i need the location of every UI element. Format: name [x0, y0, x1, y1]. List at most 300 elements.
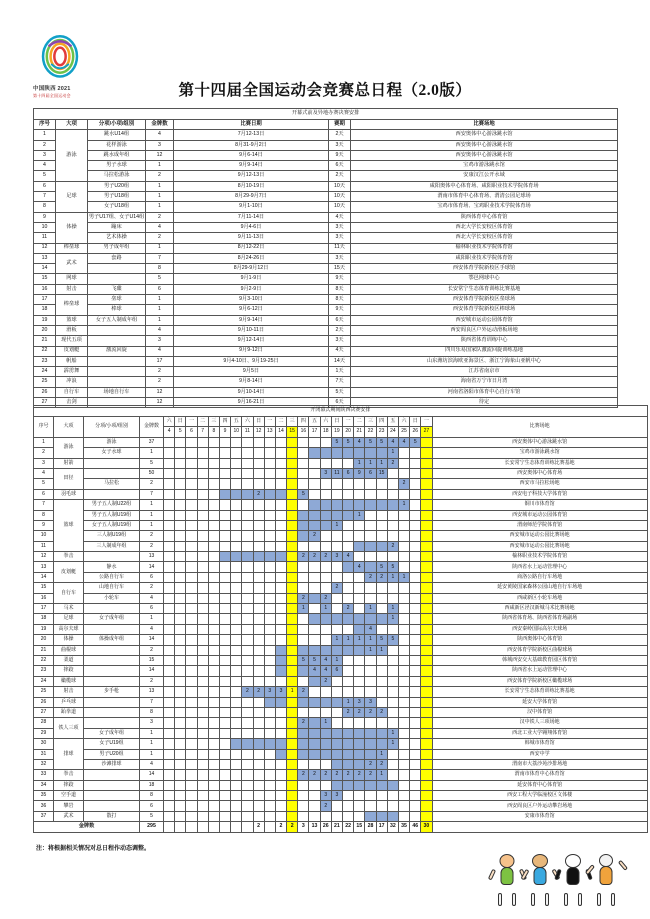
- competition-date: 9月10-11日: [174, 325, 329, 335]
- weekday-25: 六: [398, 417, 409, 427]
- table2-header-3: 金牌数: [140, 417, 164, 438]
- schedule-cell-24-15: [287, 676, 298, 686]
- venue-name: 陕西奥体中心体育馆: [432, 635, 647, 645]
- schedule-cell-27-10: [231, 707, 242, 717]
- schedule-cell-2-23: [376, 448, 387, 458]
- schedule-cell-28-23: [376, 718, 387, 728]
- schedule-cell-3-20: [343, 458, 354, 468]
- schedule-cell-32-11: [242, 759, 253, 769]
- schedule-cell-24-11: [242, 676, 253, 686]
- row-index: 2: [34, 448, 54, 458]
- medal-count: 3: [140, 718, 164, 728]
- schedule-cell-25-17: [309, 687, 320, 697]
- sub-event-name: [84, 655, 140, 665]
- schedule-cell-4-17: [309, 468, 320, 478]
- schedule-cell-3-4: [164, 458, 175, 468]
- schedule-cell-36-12: [253, 801, 264, 811]
- sub-event-name: [84, 697, 140, 707]
- venue-name: 宝鸡市体育场、宝鸡职业技术学院体育场: [351, 202, 618, 212]
- sub-event-name: 三人制成年组: [84, 541, 140, 551]
- row-index: 9: [34, 212, 56, 222]
- schedule-cell-36-5: [175, 801, 186, 811]
- medal-count: 37: [140, 437, 164, 447]
- schedule-cell-34-26: [410, 780, 421, 790]
- medal-count: 4: [146, 130, 174, 140]
- competition-date: 9月4-6日: [174, 222, 329, 232]
- schedule-cell-30-17: [309, 739, 320, 749]
- schedule-cell-33-4: [164, 770, 175, 780]
- schedule-cell-35-7: [197, 791, 208, 801]
- table2-header-venue: 比赛场地: [432, 417, 647, 438]
- schedule-cell-7-18: [320, 500, 331, 510]
- sub-event-name: [84, 624, 140, 634]
- schedule-cell-19-18: [320, 624, 331, 634]
- schedule-cell-6-21: [354, 489, 365, 499]
- schedule-cell-19-6: [186, 624, 197, 634]
- schedule-cell-1-18: [320, 437, 331, 447]
- schedule-cell-35-15: [287, 791, 298, 801]
- schedule-cell-4-23: 15: [376, 468, 387, 478]
- schedule-cell-28-6: [186, 718, 197, 728]
- venue-name: 汉中体育馆: [432, 707, 647, 717]
- sub-event-name: 女子U19组: [84, 739, 140, 749]
- schedule-cell-2-10: [231, 448, 242, 458]
- schedule-cell-16-23: [376, 593, 387, 603]
- schedule-cell-22-20: [343, 655, 354, 665]
- venue-name: 西咸新区小轮车场地: [432, 593, 647, 603]
- schedule-cell-13-24: 5: [387, 562, 398, 572]
- schedule-cell-20-18: [320, 635, 331, 645]
- schedule-cell-8-6: [186, 510, 197, 520]
- venue-name: 西安城市运动公园体育馆: [351, 315, 618, 325]
- medal-count: 2: [140, 479, 164, 489]
- schedule-cell-35-22: [365, 791, 376, 801]
- daily-total-7: [197, 822, 208, 832]
- schedule-cell-9-19: 1: [331, 520, 342, 530]
- schedule-cell-33-14: [275, 770, 286, 780]
- schedule-cell-32-7: [197, 759, 208, 769]
- schedule-cell-7-23: [376, 500, 387, 510]
- sub-event-name: 山地自行车: [84, 583, 140, 593]
- schedule-cell-18-17: [309, 614, 320, 624]
- schedule-cell-5-6: [186, 479, 197, 489]
- total-medal-count: 295: [140, 822, 164, 832]
- schedule-cell-18-10: [231, 614, 242, 624]
- schedule-cell-11-13: [264, 541, 275, 551]
- sport-name: 滑板: [56, 325, 88, 335]
- schedule-cell-13-18: [320, 562, 331, 572]
- schedule-cell-23-4: [164, 666, 175, 676]
- daily-total-21: 15: [354, 822, 365, 832]
- schedule-cell-19-10: [231, 624, 242, 634]
- schedule-cell-7-26: [410, 500, 421, 510]
- schedule-cell-20-19: 1: [331, 635, 342, 645]
- table-row: [34, 325, 618, 335]
- schedule-cell-15-7: [197, 583, 208, 593]
- schedule-cell-10-4: [164, 531, 175, 541]
- table-row: [34, 233, 618, 243]
- schedule-cell-33-13: [264, 770, 275, 780]
- table-row: [34, 593, 648, 603]
- schedule-cell-22-10: [231, 655, 242, 665]
- schedule-cell-31-13: [264, 749, 275, 759]
- schedule-cell-26-20: 1: [343, 697, 354, 707]
- row-index: 25: [34, 377, 56, 387]
- row-index: 7: [34, 192, 56, 202]
- schedule-cell-2-6: [186, 448, 197, 458]
- table-row: [34, 458, 648, 468]
- sub-event-name: [84, 666, 140, 676]
- schedule-cell-16-20: [343, 593, 354, 603]
- schedule-cell-4-21: 9: [354, 468, 365, 478]
- date-19: 19: [331, 427, 342, 437]
- medal-count: 7: [140, 697, 164, 707]
- schedule-cell-7-11: [242, 500, 253, 510]
- sub-event-name: 公路自行车: [84, 572, 140, 582]
- schedule-cell-3-19: [331, 458, 342, 468]
- emblem-icon: [41, 35, 79, 79]
- venue-name: 延安大学体育馆: [432, 697, 647, 707]
- schedule-cell-15-16: [298, 583, 309, 593]
- daily-total-13: [264, 822, 275, 832]
- schedule-cell-16-17: [309, 593, 320, 603]
- schedule-cell-36-25: [398, 801, 409, 811]
- schedule-cell-5-4: [164, 479, 175, 489]
- schedule-cell-24-21: [354, 676, 365, 686]
- schedule-cell-36-20: [343, 801, 354, 811]
- schedule-cell-25-9: [219, 687, 230, 697]
- schedule-cell-1-8: [208, 437, 219, 447]
- schedule-cell-33-6: [186, 770, 197, 780]
- schedule-cell-28-15: [287, 718, 298, 728]
- schedule-cell-6-13: [264, 489, 275, 499]
- daily-total-6: [186, 822, 197, 832]
- medal-count: 7: [146, 253, 174, 263]
- medal-count: 2: [140, 583, 164, 593]
- weekday-23: 四: [376, 417, 387, 427]
- date-11: 11: [242, 427, 253, 437]
- row-index: 36: [34, 801, 54, 811]
- schedule-cell-37-16: [298, 811, 309, 821]
- schedule-cell-30-24: 1: [387, 739, 398, 749]
- schedule-cell-35-19: 3: [331, 791, 342, 801]
- sub-event-name: 套路: [88, 253, 146, 263]
- schedule-cell-11-4: [164, 541, 175, 551]
- duration-days: 10天: [329, 181, 351, 191]
- schedule-cell-15-19: 2: [331, 583, 342, 593]
- venue-name: 宝鸡市游泳跳水馆: [432, 448, 647, 458]
- schedule-cell-35-23: [376, 791, 387, 801]
- schedule-cell-13-26: [410, 562, 421, 572]
- schedule-cell-23-13: [264, 666, 275, 676]
- schedule-cell-16-26: [410, 593, 421, 603]
- competition-date: 9月6-14日: [174, 150, 329, 160]
- schedule-cell-19-23: [376, 624, 387, 634]
- schedule-cell-10-18: [320, 531, 331, 541]
- schedule-cell-3-12: [253, 458, 264, 468]
- schedule-cell-1-6: [186, 437, 197, 447]
- schedule-cell-35-24: [387, 791, 398, 801]
- schedule-cell-37-5: [175, 811, 186, 821]
- schedule-cell-9-17: [309, 520, 320, 530]
- schedule-cell-33-20: 2: [343, 770, 354, 780]
- schedule-cell-9-11: [242, 520, 253, 530]
- schedule-cell-14-17: [309, 572, 320, 582]
- schedule-cell-9-21: [354, 520, 365, 530]
- schedule-cell-33-10: [231, 770, 242, 780]
- sport-name: 现代五项: [56, 336, 88, 346]
- venue-name: 西安体育学院新校区棒球场: [351, 305, 618, 315]
- schedule-cell-11-7: [197, 541, 208, 551]
- schedule-cell-23-10: [231, 666, 242, 676]
- date-5: 5: [175, 427, 186, 437]
- venue-name: 西安体育学院新校区垒球场: [351, 295, 618, 305]
- schedule-cell-25-27: [421, 687, 432, 697]
- schedule-cell-1-24: 4: [387, 437, 398, 447]
- schedule-cell-31-6: [186, 749, 197, 759]
- schedule-cell-3-14: [275, 458, 286, 468]
- schedule-cell-21-5: [175, 645, 186, 655]
- schedule-cell-5-18: [320, 479, 331, 489]
- schedule-cell-10-19: [331, 531, 342, 541]
- schedule-cell-36-27: [421, 801, 432, 811]
- table-row: [34, 635, 648, 645]
- schedule-cell-13-11: [242, 562, 253, 572]
- schedule-cell-36-15: [287, 801, 298, 811]
- duration-days: 4天: [329, 212, 351, 222]
- schedule-cell-20-26: [410, 635, 421, 645]
- sub-event-name: [84, 770, 140, 780]
- row-index: 18: [34, 614, 54, 624]
- row-index: 26: [34, 387, 56, 397]
- schedule-cell-25-21: [354, 687, 365, 697]
- table1-header-0: 序号: [34, 120, 56, 130]
- schedule-cell-32-19: [331, 759, 342, 769]
- schedule-cell-27-26: [410, 707, 421, 717]
- schedule-cell-9-23: [376, 520, 387, 530]
- schedule-cell-3-21: 1: [354, 458, 365, 468]
- sport-name: 橄榄球: [54, 676, 84, 686]
- sub-event-name: 飞碟: [88, 284, 146, 294]
- sport-name: 拳击: [54, 770, 84, 780]
- schedule-cell-8-26: [410, 510, 421, 520]
- schedule-cell-25-7: [197, 687, 208, 697]
- schedule-cell-32-27: [421, 759, 432, 769]
- table-row: [34, 222, 618, 232]
- totals-venue-blank: [432, 822, 647, 832]
- schedule-cell-5-7: [197, 479, 208, 489]
- competition-date: 9月10-14日: [174, 387, 329, 397]
- schedule-cell-30-8: [208, 739, 219, 749]
- schedule-cell-8-10: [231, 510, 242, 520]
- schedule-cell-9-7: [197, 520, 208, 530]
- venue-name: 西安奥体中心游泳跳水馆: [351, 140, 618, 150]
- schedule-cell-7-25: 1: [398, 500, 409, 510]
- schedule-cell-3-11: [242, 458, 253, 468]
- schedule-cell-15-5: [175, 583, 186, 593]
- schedule-cell-4-6: [186, 468, 197, 478]
- schedule-cell-22-14: [275, 655, 286, 665]
- schedule-cell-34-27: [421, 780, 432, 790]
- schedule-cell-15-4: [164, 583, 175, 593]
- schedule-cell-29-13: [264, 728, 275, 738]
- schedule-cell-33-17: 2: [309, 770, 320, 780]
- table-row: [34, 202, 618, 212]
- schedule-cell-7-13: [264, 500, 275, 510]
- schedule-cell-18-14: [275, 614, 286, 624]
- sub-event-name: 棒球: [88, 305, 146, 315]
- sub-event-name: 女子五人制成年组: [88, 315, 146, 325]
- schedule-cell-27-19: [331, 707, 342, 717]
- medal-count: 1: [146, 295, 174, 305]
- venue-name: 咸阳职业技术学院体育馆: [351, 253, 618, 263]
- schedule-cell-33-26: [410, 770, 421, 780]
- table-row: [34, 295, 618, 305]
- schedule-cell-17-13: [264, 604, 275, 614]
- schedule-cell-22-25: [398, 655, 409, 665]
- schedule-cell-16-4: [164, 593, 175, 603]
- schedule-cell-30-26: [410, 739, 421, 749]
- schedule-cell-20-13: [264, 635, 275, 645]
- venue-name: 西安体育学院新校区手球馆: [351, 264, 618, 274]
- schedule-cell-11-10: [231, 541, 242, 551]
- schedule-cell-29-10: [231, 728, 242, 738]
- competition-date: 9月4-10日、9月19-25日: [174, 356, 329, 366]
- venue-name: 长安常宁生态体育训练比赛基地: [351, 284, 618, 294]
- duration-days: 3天: [329, 336, 351, 346]
- schedule-cell-18-22: [365, 614, 376, 624]
- schedule-cell-8-16: [298, 510, 309, 520]
- schedule-cell-35-25: [398, 791, 409, 801]
- schedule-cell-3-8: [208, 458, 219, 468]
- mascot-panda: [558, 854, 588, 906]
- table-row: [34, 479, 648, 489]
- schedule-cell-10-12: [253, 531, 264, 541]
- schedule-cell-2-9: [219, 448, 230, 458]
- duration-days: 7天: [329, 377, 351, 387]
- schedule-cell-12-23: [376, 552, 387, 562]
- schedule-cell-5-15: [287, 479, 298, 489]
- schedule-cell-4-13: [264, 468, 275, 478]
- sub-event-name: [84, 645, 140, 655]
- table-row: [34, 140, 618, 150]
- schedule-cell-17-18: 1: [320, 604, 331, 614]
- schedule-cell-10-8: [208, 531, 219, 541]
- daily-total-20: 22: [343, 822, 354, 832]
- schedule-cell-12-7: [197, 552, 208, 562]
- sport-name: 体操: [54, 635, 84, 645]
- schedule-cell-37-7: [197, 811, 208, 821]
- weekday-18: 六: [320, 417, 331, 427]
- schedule-cell-15-17: [309, 583, 320, 593]
- medal-count: 15: [140, 655, 164, 665]
- schedule-cell-1-27: [421, 437, 432, 447]
- schedule-cell-20-16: [298, 635, 309, 645]
- schedule-cell-36-4: [164, 801, 175, 811]
- schedule-cell-16-16: 2: [298, 593, 309, 603]
- schedule-cell-1-16: [298, 437, 309, 447]
- schedule-cell-18-24: 1: [387, 614, 398, 624]
- row-index: 17: [34, 295, 56, 305]
- schedule-cell-16-5: [175, 593, 186, 603]
- schedule-cell-10-14: [275, 531, 286, 541]
- schedule-cell-22-9: [219, 655, 230, 665]
- row-index: 11: [34, 541, 54, 551]
- medal-count: 1: [146, 243, 174, 253]
- schedule-cell-4-26: [410, 468, 421, 478]
- schedule-cell-4-22: 6: [365, 468, 376, 478]
- schedule-cell-22-19: 1: [331, 655, 342, 665]
- schedule-cell-20-24: 5: [387, 635, 398, 645]
- table-row: [34, 212, 618, 222]
- schedule-cell-13-17: [309, 562, 320, 572]
- schedule-cell-29-25: [398, 728, 409, 738]
- weekday-20: 一: [343, 417, 354, 427]
- schedule-cell-9-24: [387, 520, 398, 530]
- medal-count: 2: [146, 212, 174, 222]
- schedule-cell-8-19: [331, 510, 342, 520]
- schedule-cell-17-24: 1: [387, 604, 398, 614]
- daily-total-23: 17: [376, 822, 387, 832]
- duration-days: 10天: [329, 202, 351, 212]
- schedule-cell-5-12: [253, 479, 264, 489]
- schedule-cell-9-8: [208, 520, 219, 530]
- schedule-cell-26-26: [410, 697, 421, 707]
- schedule-cell-9-6: [186, 520, 197, 530]
- schedule-cell-31-15: [287, 749, 298, 759]
- venue-name: 鄠邑网球中心: [351, 274, 618, 284]
- schedule-cell-13-7: [197, 562, 208, 572]
- table1-header-4: 比赛日期: [174, 120, 329, 130]
- schedule-cell-37-6: [186, 811, 197, 821]
- schedule-cell-20-5: [175, 635, 186, 645]
- schedule-cell-22-17: 5: [309, 655, 320, 665]
- row-index: 12: [34, 552, 54, 562]
- table-row: [34, 315, 618, 325]
- schedule-cell-6-4: [164, 489, 175, 499]
- schedule-cell-33-27: [421, 770, 432, 780]
- schedule-cell-13-27: [421, 562, 432, 572]
- sport-name: 足球: [54, 614, 84, 624]
- schedule-cell-15-14: [275, 583, 286, 593]
- competition-date: 8月24-26日: [174, 253, 329, 263]
- date-16: 16: [298, 427, 309, 437]
- schedule-cell-21-16: [298, 645, 309, 655]
- sport-name: 跆拳道: [54, 707, 84, 717]
- schedule-cell-4-20: 6: [343, 468, 354, 478]
- schedule-cell-26-21: 3: [354, 697, 365, 707]
- schedule-cell-23-23: [376, 666, 387, 676]
- schedule-cell-35-11: [242, 791, 253, 801]
- table-row: [34, 728, 648, 738]
- schedule-cell-5-10: [231, 479, 242, 489]
- schedule-cell-14-4: [164, 572, 175, 582]
- schedule-cell-22-23: [376, 655, 387, 665]
- row-index: 22: [34, 655, 54, 665]
- sub-event-name: [84, 604, 140, 614]
- schedule-cell-34-6: [186, 780, 197, 790]
- schedule-cell-19-7: [197, 624, 208, 634]
- competition-date: 8月29-9月7日: [174, 192, 329, 202]
- schedule-cell-37-12: [253, 811, 264, 821]
- schedule-cell-7-9: [219, 500, 230, 510]
- schedule-cell-6-23: [376, 489, 387, 499]
- schedule-cell-19-15: [287, 624, 298, 634]
- schedule-cell-5-20: [343, 479, 354, 489]
- schedule-cell-24-19: [331, 676, 342, 686]
- schedule-cell-37-14: [275, 811, 286, 821]
- schedule-cell-26-13: [264, 697, 275, 707]
